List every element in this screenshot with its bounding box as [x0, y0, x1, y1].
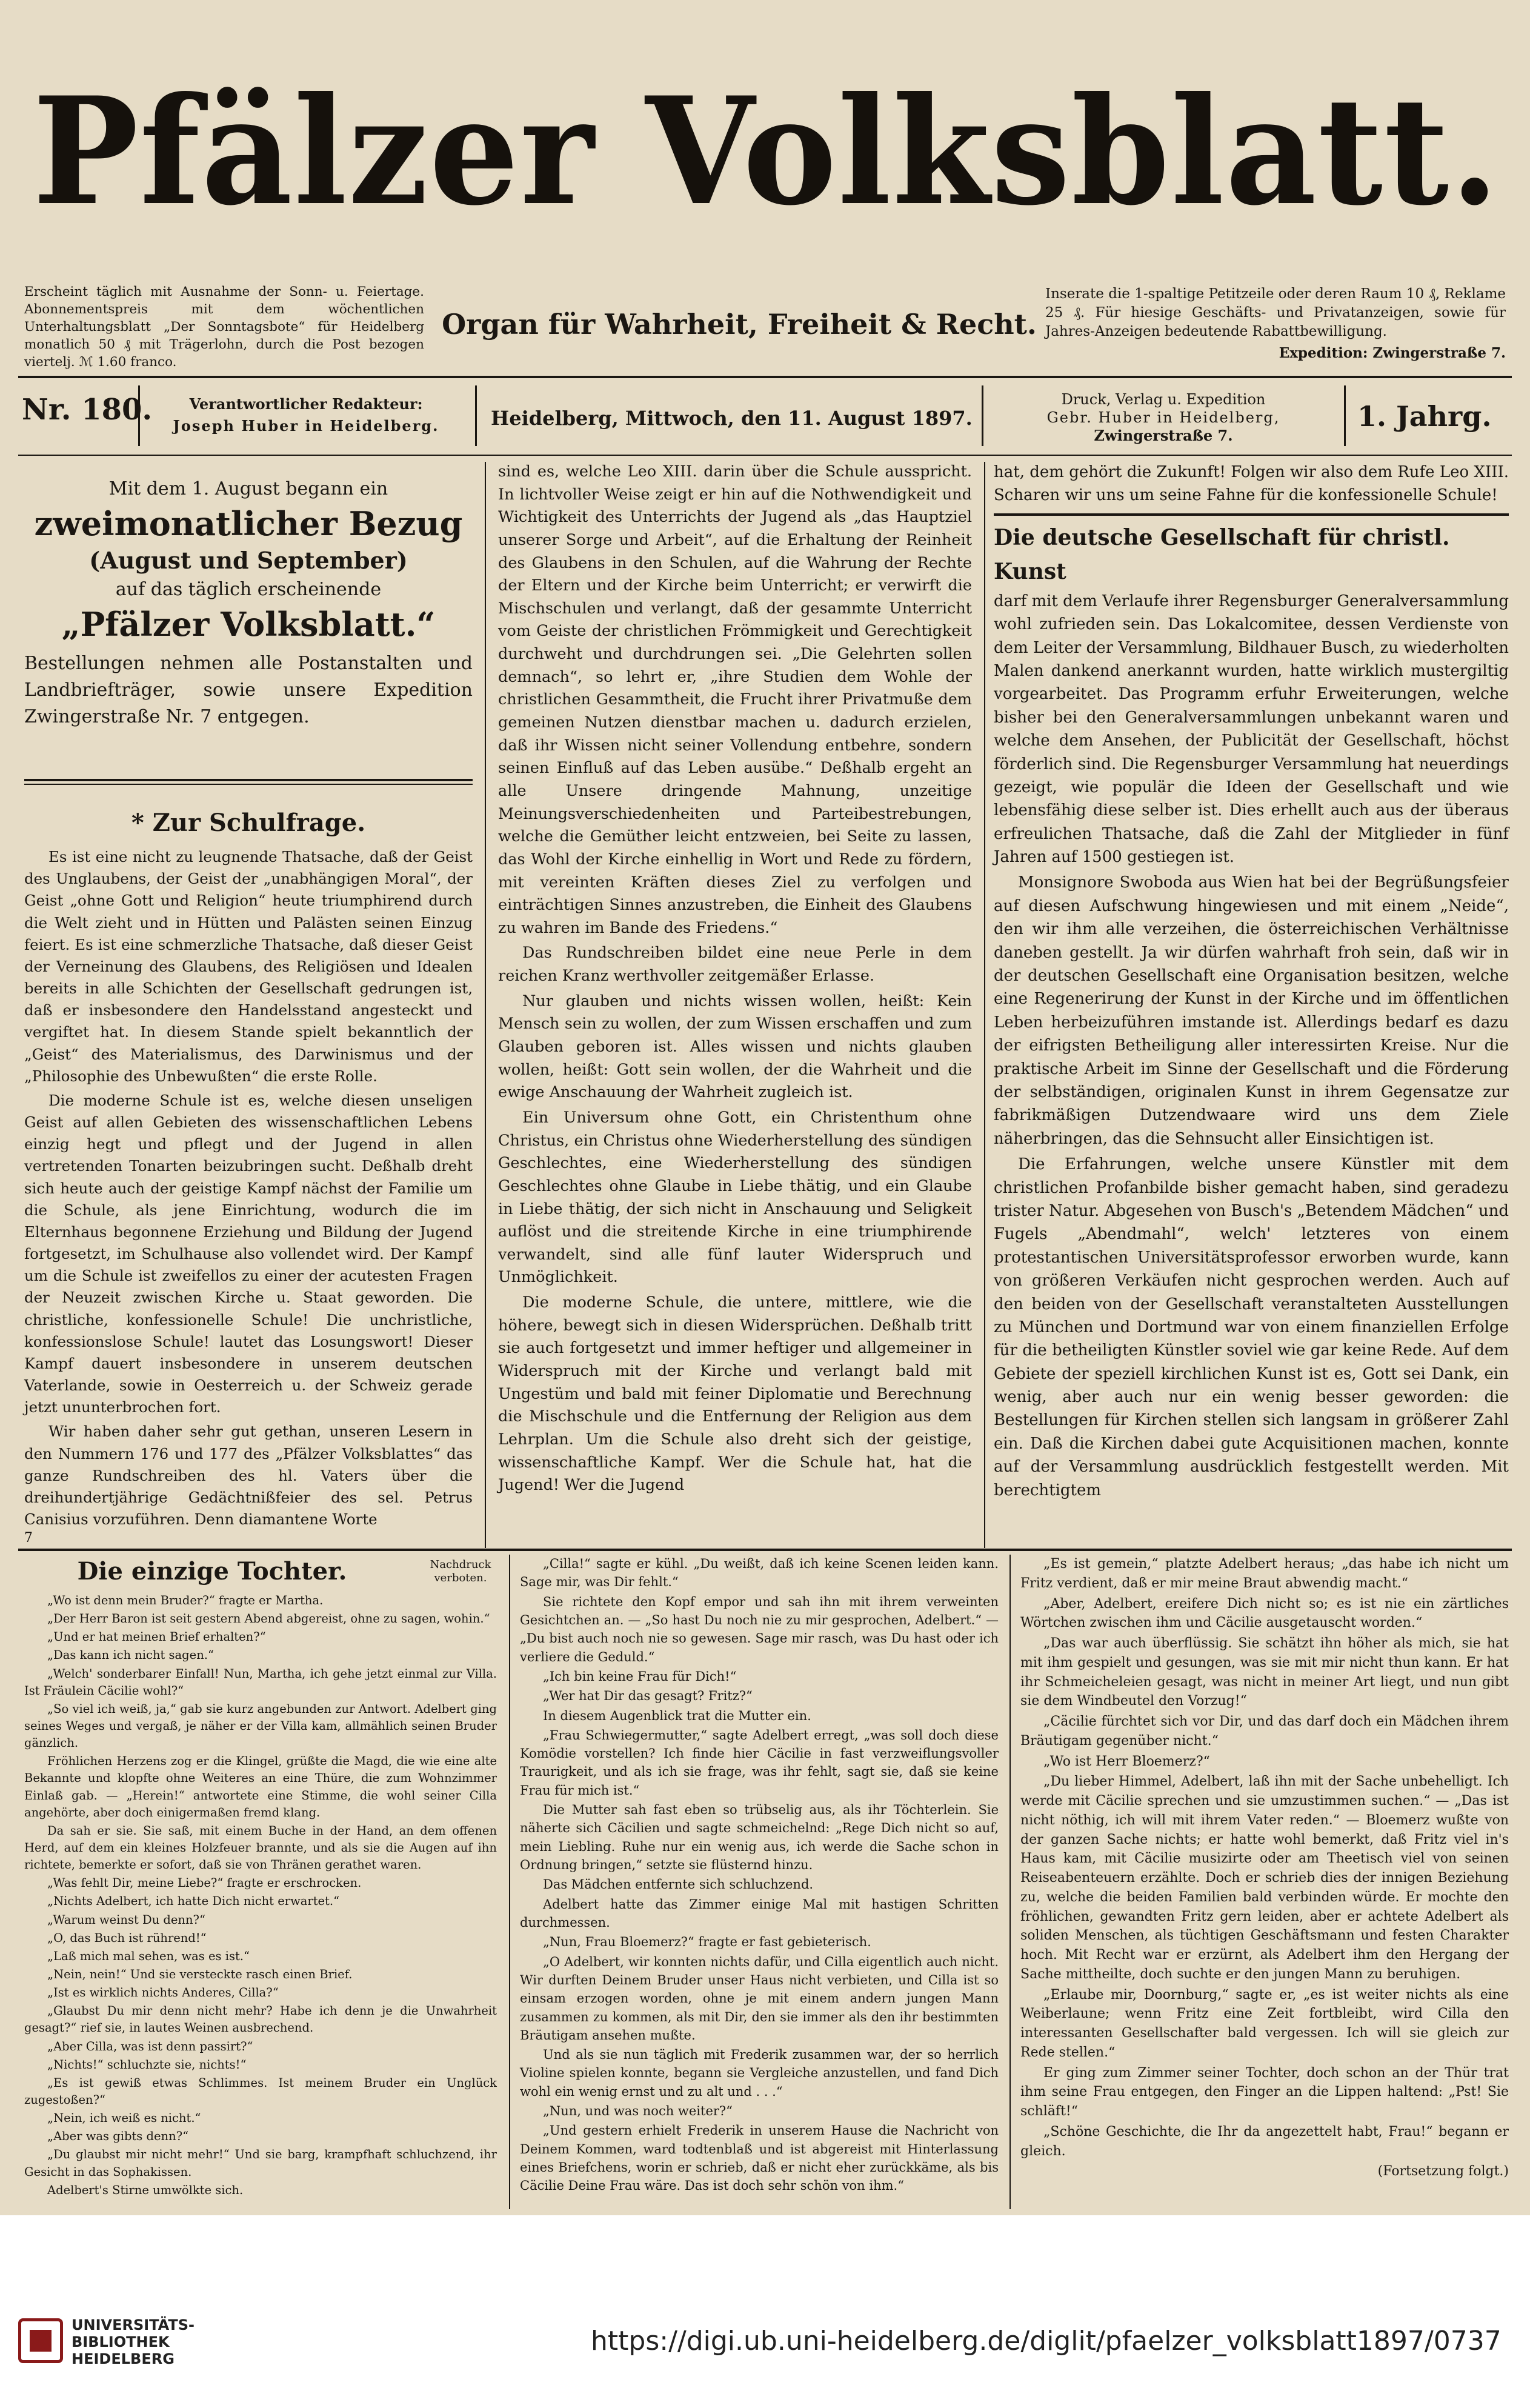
seal-fill [30, 2330, 52, 2352]
notice-months: (August und September) [89, 547, 408, 574]
feuilleton-paragraph: Adelbert's Stirne umwölkte sich. [47, 2183, 244, 2197]
article-paragraph: darf mit dem Verlaufe ihrer Regensburger Generalversammlung wohl zufrieden sein. Das Lokalcomitee, dessen Verdienste von dem Leiter der Versammlung, Bildhauer Busch, zu wiederholten Malen dankend anerkannt wurden, hatte wirklich mustergiltig vorgearbeitet. Das Programm erfuhr Erweiterungen, welche bisher bei den Generalversammlungen unbekannt waren und welche dem Ansehen, der Publicität der Gesellschaft, höchst förderlich sind. Die Regensburger Versammlung hat neuerdings gezeigt, wie populär die Ideen der Gesellschaft und wie lebensfähig diese selber ist. Dies erhellt auch aus der überaus erfreulichen Thatsache, daß die Zahl der Mitglieder in fünf Jahren auf 1500 gestiegen ist. [994, 592, 1509, 867]
feuilleton-title: Die einzige Tochter. [77, 1557, 347, 1586]
expedition-address: Expedition: Zwingerstraße 7. [1279, 345, 1506, 361]
feuilleton-paragraph: „Aber Cilla, was ist denn passirt?“ [47, 2039, 253, 2053]
article-paragraph: Die Erfahrungen, welche unsere Künstler mit dem christlichen Profanbilde bisher gemacht haben, sind geradezu trister Natur. Abgesehen von Busch's „Betendem Mädchen“ und Fugels „Abendmahl“, welch' letzteres von einem protestantischen Universitätsprofessor erworben wurde, kann von größeren Verkäufen nicht gesprochen werden. Auch auf den beiden von der Gesellschaft veranstalteten Ausstellungen zu München und Dortmund war von einem finanziellen Erfolge für die betheiligten Künstler soviel wie gar keine Rede. Auf dem Gebiete der speziell kirchlichen Kunst ist es, Gott sei Dank, ein wenig, aber auch nur ein wenig besser geworden: die Bestellungen für Kirchen stellen sich langsam in größerer Zahl ein. Daß die Kirchen dabei gute Acquisitionen machen, konnte auf der Versammlung ausdrücklich festgestellt werden. Mit berechtigtem [994, 1155, 1509, 1499]
reprint-note: Nachdruck verboten. [430, 1558, 491, 1584]
feuilleton-paragraph: „Und gestern erhielt Frederik in unserem Hause die Nachricht von Deinem Kommen, ward todtenblaß und ist abgereist mit Hinterlassung eines Briefchens, worin er schrieb, daß er nicht eher zurückkäme, als bis Cäcilie Deine Frau wäre. Das ist doch sehr schön von ihm.“ [520, 2123, 999, 2193]
issue-date: Heidelberg, Mittwoch, den 11. August 1897. [491, 407, 973, 430]
notice-line: Bestellungen nehmen alle Postanstalten und Landbriefträger, sowie unsere Expedition Zwingerstraße Nr. 7 entgegen. [24, 653, 473, 727]
column-rule [485, 462, 486, 1548]
feuilleton-paragraph: „Du glaubst mir nicht mehr!“ Und sie barg, krampfhaft schluchzend, ihr Gesicht in das Sophakissen. [24, 2147, 497, 2179]
feuilleton-paragraph: „Nichts!“ schluchzte sie, nichts!“ [47, 2057, 247, 2072]
feuilleton-paragraph: „Wo ist Herr Bloemerz?“ [1043, 1753, 1210, 1769]
subscription-info: Erscheint täglich mit Ausnahme der Sonn- u. Feiertage. Abonnementspreis mit dem wöchentlichen Unterhaltungsblatt „Der Sonntagsbote“ für Heidelberg monatlich 50 ₰ mit Trägerlohn, durch die Post bezogen viertelj. ℳ 1.60 franco. [24, 284, 424, 370]
document-url[interactable]: https://digi.ub.uni-heidelberg.de/diglit/pfaelzer_volksblatt1897/0737 [591, 2326, 1502, 2356]
feuilleton-paragraph: Und als sie nun täglich mit Frederik zusammen war, der so herrlich Violine spielen konnte, begann sie Vergleiche anzustellen, und fand Dich wohl ein wenig ernst und zu alt und . . .“ [520, 2047, 999, 2099]
column-three [994, 461, 1509, 1504]
dateline-rule-bottom [18, 455, 1512, 456]
dateline-divider [138, 385, 140, 446]
library-name-line: UNIVERSITÄTS- [72, 2316, 195, 2333]
article-paragraph: Das Rundschreiben bildet eine neue Perle in dem reichen Kranz werthvoller zeitgemäßer Erlasse. [498, 944, 972, 986]
printer-line: Gebr. Huber in Heidelberg, [1046, 409, 1280, 426]
feuilleton-col-3 [1020, 1555, 1509, 2183]
library-name-line: BIBLIOTHEK [72, 2333, 170, 2350]
feuilleton-paragraph: „So viel ich weiß, ja,“ gab sie kurz angebunden zur Antwort. Adelbert ging seines Weges und vergaß, je näher er der Villa kam, allmählich seinen Bruder gänzlich. [24, 1701, 497, 1750]
editor-label: Verantwortlicher Redakteur: [189, 395, 423, 413]
feuilleton-paragraph: „Das war auch überflüssig. Sie schätzt ihn höher als mich, sie hat mit ihm gespielt und gesungen, was sie mit mir nicht thun kann. Er hat ihr Schmeicheleien gesagt, was nicht in meiner Art liegt, und nun gibt sie dem Windbeutel den Vorzug!“ [1020, 1636, 1509, 1709]
column-rule [984, 462, 985, 1548]
feuilleton-paragraph: „O, das Buch ist rührend!“ [47, 1930, 207, 1945]
feuilleton-paragraph: „Es ist gemein,“ platzte Adelbert heraus; „das habe ich nicht um Fritz verdient, daß er mir meine Braut abwendig macht.“ [1020, 1556, 1509, 1591]
article-title: Die deutsche Gesellschaft für christl. Kunst [994, 524, 1450, 584]
dateline-rule-top [18, 376, 1512, 378]
feuilleton-paragraph: „Es ist gewiß etwas Schlimmes. Ist meinem Bruder ein Unglück zugestoßen?“ [24, 2075, 497, 2107]
library-name [72, 2316, 195, 2367]
notice-headline: zweimonatlicher Bezug [34, 504, 463, 543]
feuilleton-paragraph: „Ist es wirklich nichts Anderes, Cilla?“ [47, 1986, 279, 2000]
feuilleton-paragraphs [24, 1592, 497, 2199]
feuilleton-paragraph: Er ging zum Zimmer seiner Tochter, doch schon an der Thür trat ihm seine Frau entgegen, den Finger an die Lippen haltend: „Pst! Sie schläft!“ [1020, 2065, 1509, 2119]
feuilleton-paragraph: Die Mutter sah fast eben so trübselig aus, als ihr Töchterlein. Sie näherte sich Cäcilien und sagte schmeichelnd: „Rege Dich nicht so auf, mein Liebling. Ruhe nur ein wenig aus, ich werde die Sache schon in Ordnung bringen,“ setzte sie flüsternd hinzu. [520, 1803, 999, 1872]
notice-line: Mit dem 1. August begann ein [108, 478, 388, 499]
feuilleton-paragraph: „Frau Schwiegermutter,“ sagte Adelbert erregt, „was soll doch diese Komödie vorstellen? Ich finde hier Cäcilie in fast verzweiflungsvoller Traurigkeit, und als ich sie frage, was ihr fehlt, sagt sie, daß sie keine Frau für mich ist.“ [520, 1727, 999, 1798]
feuilleton-paragraph: „Laß mich mal sehen, was es ist.“ [47, 1949, 250, 1963]
section-rule [24, 779, 473, 781]
feuilleton-paragraph: In diesem Augenblick trat die Mutter ein. [543, 1708, 811, 1723]
article-paragraph: Nur glauben und nichts wissen wollen, heißt: Kein Mensch sein zu wollen, der zum Wissen erschaffen und zum Glauben geboren ist. Alles wissen und nichts glauben wollen, heißt: Gott sein wollen, der die Wahrheit und die ewige Anschauung der Wahrheit zugleich ist. [498, 992, 972, 1102]
dateline-divider [982, 385, 983, 446]
feuilleton-paragraphs [1020, 1555, 1509, 2181]
feuilleton-rule [18, 1549, 1512, 1551]
feuilleton-paragraph: „Nein, nein!“ Und sie versteckte rasch einen Brief. [47, 1967, 353, 1981]
printer-line: Druck, Verlag u. Expedition [1061, 391, 1266, 408]
volume-year: 1. Jahrg. [1357, 400, 1492, 433]
feuilleton-paragraph: „Das kann ich nicht sagen.“ [47, 1648, 214, 1663]
printer-line: Zwingerstraße 7. [1094, 427, 1233, 444]
feuilleton-paragraph: „Du lieber Himmel, Adelbert, laß ihn mit der Sache unbehelligt. Ich werde mit Cäcilie sprechen und sie umzustimmen suchen.“ — „Das ist nicht nöthig, ich will mit ihrem Vater reden.“ — Bloemerz wußte von der ganzen Sache nichts; er hatte wohl bemerkt, daß Fritz viel in's Haus kam, mit Cäcilie musizirte oder am Theetisch viel von seinen Reiseabenteuern erzählte. Doch er schrieb dies der innigen Beziehung zu, welche die beiden Familien bald verbinden würde. Er mochte den fröhlichen, gewandten Fritz gern leiden, aber er achtete Adelbert als soliden Menschen, als tüchtigen Geschäftsmann und festen Charakter hoch. Mit Recht war er erzürnt, als Adelbert ihm den Hergang der Sache mittheilte, doch suchte er den jungen Mann zu beruhigen. [1020, 1774, 1509, 1982]
feuilleton-paragraph: Das Mädchen entfernte sich schluchzend. [543, 1877, 814, 1892]
footer-bar [0, 2215, 1530, 2408]
notice-line: auf das täglich erscheinende [115, 579, 382, 600]
feuilleton-paragraph: „Schöne Geschichte, die Ihr da angezettelt habt, Frau!“ begann er gleich. [1020, 2124, 1509, 2159]
feuilleton-paragraph: Da sah er sie. Sie saß, mit einem Buche in der Hand, an dem offenen Herd, auf dem ein kleines Holzfeuer brannte, und als sie die Augen auf ihn richtete, bemerkte er sofort, daß sie von Thränen gerathet waren. [24, 1823, 497, 1872]
feuilleton-paragraph: „Nichts Adelbert, ich hatte Dich nicht erwartet.“ [47, 1894, 340, 1909]
article-schulfrage [24, 800, 473, 1533]
feuilleton-paragraph: „Glaubst Du mir denn nicht mehr? Habe ich denn je die Unwahrheit gesagt?“ rief sie, in lautes Weinen ausbrechend. [24, 2004, 497, 2035]
feuilleton-col-1 [24, 1555, 497, 2200]
feuilleton-paragraph: Sie richtete den Kopf empor und sah ihn mit ihrem verweinten Gesichtchen an. — „So hast Du noch nie zu mir gesprochen, Adelbert.“ — „Du bist auch noch nie so gewesen. Sage mir rasch, was Du hast oder ich verliere die Geduld.“ [520, 1594, 999, 1664]
article-paragraph: Es ist eine nicht zu leugnende Thatsache, daß der Geist des Unglaubens, der Geist der „unabhängigen Moral“, der Geist „ohne Gott und Religion“ heute triumphirend durch die Welt zieht und in Hütten und Palästen seinen Einzug feiert. Es ist eine schmerzliche Thatsache, daß dieser Geist der Verneinung des Glaubens, des Religiösen und Idealen bereits in alle Schichten der Gesellschaft gedrungen ist, daß er insbesondere den Handelsstand angesteckt und vergiftet hat. In diesem Stande spielt bekanntlich der „Geist“ des Materialismus, des Darwinismus und der „Philosophie des Unbewußten“ die erste Rolle. [24, 848, 473, 1085]
article-title: * Zur Schulfrage. [131, 809, 366, 837]
feuilleton-paragraph: „Nun, Frau Bloemerz?“ fragte er fast gebieterisch. [543, 1935, 871, 1950]
column-rule [509, 1555, 510, 2209]
article-paragraph: Die moderne Schule ist es, welche diesen unseligen Geist auf allen Gebieten des wissenschaftlichen Lebens einzig hegt und pflegt und der Jugend in allen vertretenden Tonarten beizubringen sucht. Deßhalb dreht sich heute auch der geistige Kampf nächst der Familie um die Schule, als jene Einrichtung, wodurch die im Elternhaus begonnene Erziehung und Bildung der Jugend fortgesetzt, im Schulhause also vollendet wird. Der Kampf um die Schule ist zweifellos zu einer der acutesten Fragen der Neuzeit zwischen Kirche u. Staat geworden. Die christliche, konfessionelle Schule! Die unchristliche, konfessionslose Schule! lautet das Losungswort! Dieser Kampf dauert insbesondere in unserem deutschen Vaterlande, sowie in Oesterreich u. der Schweiz gerade jetzt ununterbrochen fort. [24, 1091, 473, 1416]
article-schulfrage-cont [498, 461, 972, 1499]
section-rule [994, 513, 1509, 516]
feuilleton-paragraph: „Welch' sonderbarer Einfall! Nun, Martha, ich gehe jetzt einmal zur Villa. Ist Fräulein Cäcilie wohl?“ [24, 1666, 497, 1698]
feuilleton-paragraph: „Nein, ich weiß es nicht.“ [47, 2111, 201, 2126]
article-paragraph: Monsignore Swoboda aus Wien hat bei der Begrüßungsfeier auf diesen Aufschwung hingewiesen und mit einem „Neide“, den wir ihm alle verzeihen, die österreichischen Verhältnisse daneben gestellt. Ja wir dürfen wahrhaft froh sein, daß wir in der deutschen Gesellschaft eine Organisation besitzen, welche eine Regenerirung der Kunst in der Kirche und im öffentlichen Leben herbeizuführen imstande ist. Allerdings bedarf es dazu der eifrigsten Betheiligung aller interessirten Kreise. Nur die praktische Arbeit im Sinne der Gesellschaft und die Förderung der selbständigen, originalen Kunst in ihrem Gegensatze zur fabrikmäßigen Dutzendwaare wird uns dem Ziele näherbringen, das die Sehnsucht aller Einsichtigen ist. [994, 873, 1509, 1148]
subscription-notice [24, 476, 473, 730]
feuilleton-paragraph: „Warum weinst Du denn?“ [47, 1912, 205, 1927]
column-rule [1009, 1555, 1011, 2209]
feuilleton-paragraph: (Fortsetzung folgt.) [1377, 2164, 1509, 2180]
notice-paper-name: „Pfälzer Volksblatt.“ [61, 605, 436, 644]
article-paragraph: Die moderne Schule, die untere, mittlere, wie die höhere, bewegt sich in diesen Widersprüchen. Deßhalb tritt sie auch fortgesetzt und immer heftiger und allgemeiner in Widerspruch mit der Kirche und verlangt bald mit Ungestüm und bald mit feiner Diplomatie und Berechnung die Mischschule und die Entfernung der Religion aus dem Lehrplan. Um die Schule also dreht sich der geistige, wissenschaftliche Kampf. Wer die Schule hat, hat die Jugend! Wer die Jugend [498, 1293, 972, 1495]
masthead-title: Pfälzer Volksblatt. [33, 64, 1500, 238]
section-rule [24, 784, 473, 785]
feuilleton-paragraph: „O Adelbert, wir konnten nichts dafür, und Cilla eigentlich auch nicht. Wir durften Deinem Bruder unser Haus nicht verbieten, und Cilla ist so einsam erzogen worden, ohne je mit einem andern jungen Mann zusammen zu kommen, als mit Dir, den sie immer als den ihr bestimmten Bräutigam ansehen mußte. [520, 1954, 999, 2043]
feuilleton-paragraph: „Cäcilie fürchtet sich vor Dir, und das darf doch ein Mädchen ihrem Bräutigam gegenüber nicht.“ [1020, 1714, 1509, 1749]
feuilleton-paragraph: Adelbert hatte das Zimmer einige Mal mit hastigen Schritten durchmessen. [520, 1896, 999, 1930]
feuilleton-paragraph: „Nun, und was noch weiter?“ [543, 2104, 733, 2119]
subtitle: Organ für Wahrheit, Freiheit & Recht. [442, 308, 1037, 341]
feuilleton-paragraph: „Was fehlt Dir, meine Liebe?“ fragte er erschrocken. [47, 1876, 362, 1890]
feuilleton-paragraph: „Erlaube mir, Doornburg,“ sagte er, „es ist weiter nichts als eine Weiberlaune; wenn Fritz eine Zeit fortbleibt, wird Cilla den interessanten Gesellschafter bald vergessen. Ich will sie gleich zur Rede stellen.“ [1020, 1987, 1509, 2060]
column-marker: 7 [24, 1530, 33, 1546]
feuilleton-col-2 [520, 1555, 999, 2196]
article-paragraph: hat, dem gehört die Zukunft! Folgen wir also dem Rufe Leo XIII. Scharen wir uns um seine Fahne für die konfessionelle Schule! [994, 463, 1509, 505]
feuilleton-paragraph: „Wo ist denn mein Bruder?“ fragte er Martha. [47, 1593, 324, 1607]
feuilleton-paragraphs [520, 1555, 999, 2195]
article-paragraph: sind es, welche Leo XIII. darin über die Schule ausspricht. In lichtvoller Weise zeigt er hin auf die Nothwendigkeit und Wichtigkeit des Unterrichts der Jugend als „das Hauptziel unserer Sorge und Arbeit“, auf die Erhaltung der Reinheit des Glaubens in den Schulen, auf die Wahrung der Rechte der Eltern und der Kirche beim Unterricht; er verwirft die Mischschulen und verlangt, daß der gesammte Unterricht vom Geiste der christlichen Frömmigkeit und Gerechtigkeit durchweht und durchdrungen sei. „Die Gelehrten sollen demnach“, so lehrt er, „ihre Studien dem Wohle der christlichen Gesammtheit, die Frucht ihrer Privatmuße dem gemeinen Nutzen dienstbar machen u. dadurch erzielen, daß ihr Wissen nicht seiner Vollendung entbehre, sondern seinen Einfluß auf das Leben ausübe.“ Deßhalb ergeht an alle Unsere dringende Mahnung, unzeitige Meinungsverschiedenheiten und Parteibestrebungen, welche die Gemüther leicht entzweien, bei Seite zu lassen, das Wohl der Kirche einhellig in Wort und Rede zu fördern, mit vereinten Kräften dieses Ziel zu verfolgen und einträchtigen Sinnes anzustreben, die Einheit des Glaubens zu wahren im Bande des Friedens.“ [498, 462, 972, 937]
dateline-divider [1344, 385, 1346, 446]
feuilleton-paragraph: „Cilla!“ sagte er kühl. „Du weißt, daß ich keine Scenen leiden kann. Sage mir, was Dir fehlt.“ [520, 1556, 999, 1590]
dateline-divider [475, 385, 477, 446]
issue-number: Nr. 180. [22, 393, 153, 427]
feuilleton-paragraph: „Der Herr Baron ist seit gestern Abend abgereist, ohne zu sagen, wohin.“ [47, 1612, 490, 1626]
feuilleton-paragraph: „Aber, Adelbert, ereifere Dich nicht so; es ist nie ein zärtliches Wörtchen zwischen ihm und Cäcilie ausgetauscht worden.“ [1020, 1596, 1509, 1631]
feuilleton-paragraph: „Wer hat Dir das gesagt? Fritz?“ [543, 1689, 753, 1704]
feuilleton-paragraph: „Aber was gibts denn?“ [47, 2129, 189, 2144]
library-seal-icon [18, 2318, 63, 2363]
advertising-info: Inserate die 1-spaltige Petitzeile oder deren Raum 10 ₰, Reklame 25 ₰. Für hiesige Geschäfts- und Privatanzeigen, sowie für Jahres-Anzeigen bedeutende Rabattbewilligung. [1045, 286, 1506, 339]
library-name-line: HEIDELBERG [72, 2350, 175, 2367]
feuilleton-paragraph: „Ich bin keine Frau für Dich!“ [543, 1669, 737, 1684]
editor-name: Joseph Huber in Heidelberg. [173, 417, 439, 435]
feuilleton-paragraph: Fröhlichen Herzens zog er die Klingel, grüßte die Magd, die wie eine alte Bekannte und klopfte ohne Weiteres an eine Thüre, die zum Wohnzimmer Einlaß gab. — „Herein!“ antwortete eine Stimme, die wohl seiner Cilla angehörte, aber doch einigermaßen fremd klang. [24, 1754, 497, 1819]
feuilleton-paragraph: „Und er hat meinen Brief erhalten?“ [47, 1630, 266, 1644]
article-paragraph: Ein Universum ohne Gott, ein Christenthum ohne Christus, ein Christus ohne Wiederherstellung des sündigen Geschlechtes, eine Wiederherstellung des sündigen Geschlechtes ohne Glaube in Liebe thätig, und ein Glaube in Liebe thätig, der sich nicht in Anschauung und Seligkeit auflöst und die streitende Kirche in eine triumphirende verwandelt, sind alle fünf lauter Widerspruch und Unmöglichkeit. [498, 1108, 972, 1287]
article-paragraph: Wir haben daher sehr gut gethan, unseren Lesern in den Nummern 176 und 177 des „Pfälzer Volksblattes“ das ganze Rundschreiben des hl. Vaters über die dreihundertjährige Gedächtnißfeier des sel. Petrus Canisius vorzuführen. Denn diamantene Worte [24, 1422, 473, 1529]
